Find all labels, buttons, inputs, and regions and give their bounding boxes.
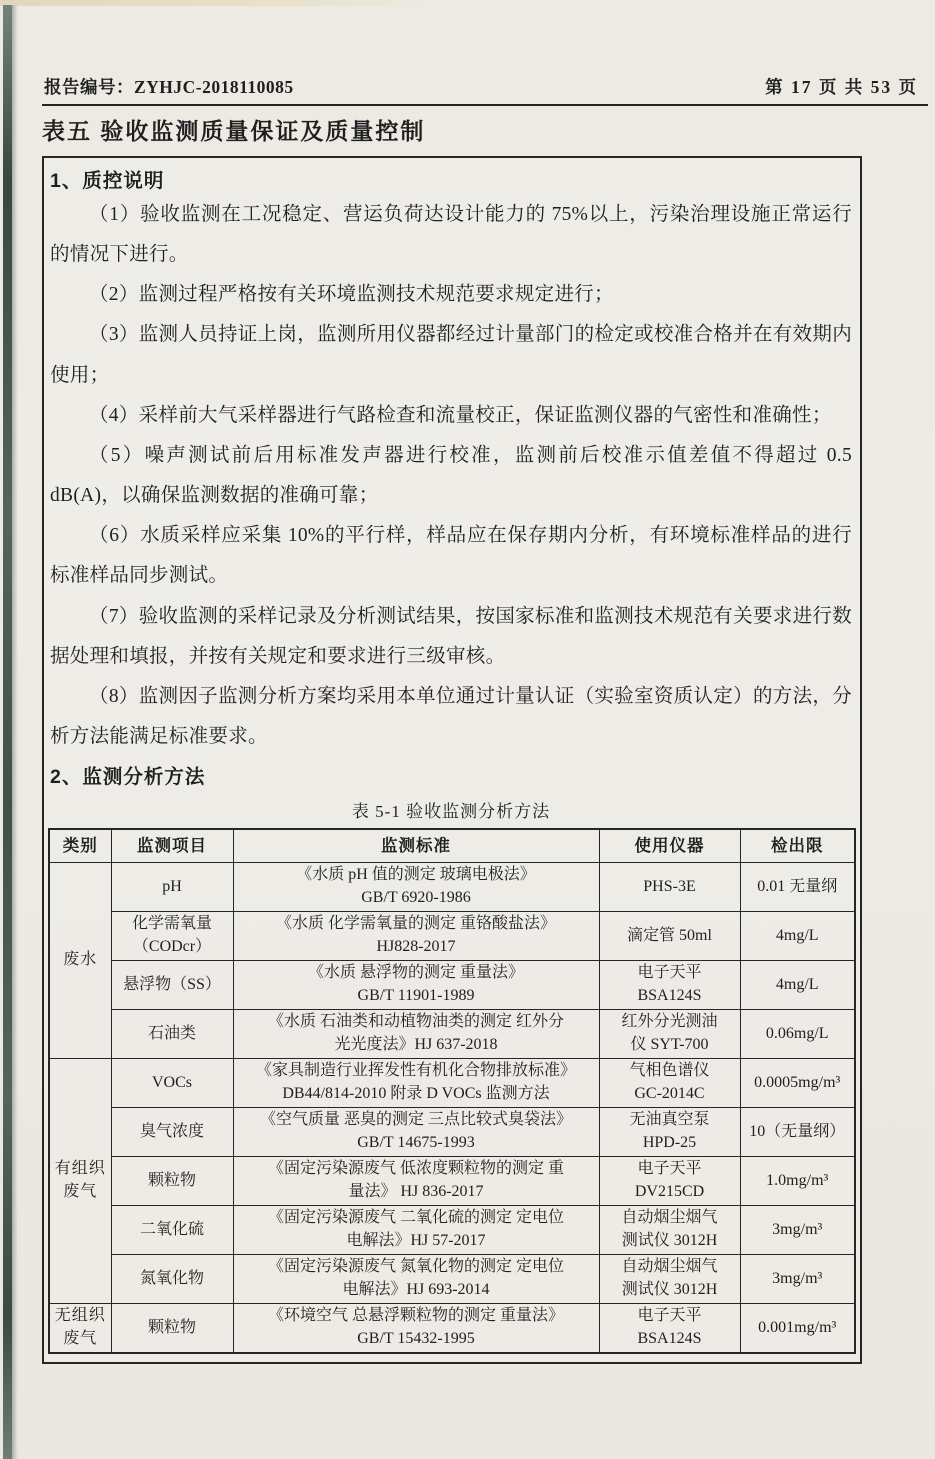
- cell-monitoring-item: 臭气浓度: [111, 1108, 233, 1157]
- table-row: [49, 1206, 855, 1255]
- cell-detection-limit: 10（无量纲）: [740, 1108, 855, 1157]
- cell-monitoring-item: 二氧化硫: [111, 1206, 233, 1255]
- analysis-methods-table: [48, 828, 856, 1354]
- column-header-detection-limit: 检出限: [740, 829, 855, 863]
- table-row: [49, 912, 855, 961]
- cell-monitoring-item: pH: [111, 863, 233, 912]
- cell-detection-limit: 0.06mg/L: [740, 1010, 855, 1059]
- qc-paragraph-3: （3）监测人员持证上岗，监测所用仪器都经过计量部门的检定或校准合格并在有效期内使用；: [50, 324, 852, 386]
- cell-detection-limit: 0.001mg/m³: [740, 1304, 855, 1354]
- qc-paragraph-2: （2）监测过程严格按有关环境监测技术规范要求规定进行；: [89, 284, 614, 306]
- scan-top-edge: [0, 0, 430, 6]
- page-header: [42, 74, 928, 106]
- cell-instrument: 红外分光测油 仪 SYT-700: [599, 1010, 740, 1059]
- column-header-standard: 监测标准: [233, 829, 599, 863]
- qc-paragraph-4: （4）采样前大气采样器进行气路检查和流量校正，保证监测仪器的气密性和准确性；: [89, 404, 832, 426]
- cell-monitoring-item: 颗粒物: [111, 1157, 233, 1206]
- table-row: [49, 1157, 855, 1206]
- table-row: [49, 1304, 855, 1354]
- cell-monitoring-standard: 《水质 pH 值的测定 玻璃电极法》 GB/T 6920-1986: [233, 863, 599, 912]
- cell-instrument: PHS-3E: [599, 863, 740, 912]
- table-row: [49, 1010, 855, 1059]
- cell-detection-limit: 1.0mg/m³: [740, 1157, 855, 1206]
- cell-detection-limit: 3mg/m³: [740, 1206, 855, 1255]
- report-number: 报告编号：ZYHJC-2018110085: [44, 77, 294, 97]
- cell-monitoring-item: 石油类: [111, 1010, 233, 1059]
- cell-instrument: 自动烟尘烟气 测试仪 3012H: [599, 1206, 740, 1255]
- cell-instrument: 自动烟尘烟气 测试仪 3012H: [599, 1255, 740, 1304]
- cell-detection-limit: 4mg/L: [740, 961, 855, 1010]
- cell-monitoring-standard: 《固定污染源废气 低浓度颗粒物的测定 重 量法》 HJ 836-2017: [233, 1157, 599, 1206]
- cell-monitoring-standard: 《固定污染源废气 二氧化硫的测定 定电位 电解法》HJ 57-2017: [233, 1206, 599, 1255]
- qc-paragraph-6: （6）水质采样应采集 10%的平行样，样品应在保存期内分析，有环境标准样品的进行标准样品同步测试。: [50, 525, 852, 587]
- content-frame: [42, 156, 862, 1364]
- qc-paragraph-1: （1）验收监测在工况稳定、营运负荷达设计能力的 75%以上，污染治理设施正常运行的情况下进行。: [50, 204, 852, 266]
- document-page: [42, 74, 928, 1364]
- cell-category: 废水: [49, 863, 111, 1059]
- cell-instrument: 电子天平 DV215CD: [599, 1157, 740, 1206]
- cell-monitoring-standard: 《固定污染源废气 氮氧化物的测定 定电位 电解法》HJ 693-2014: [233, 1255, 599, 1304]
- cell-monitoring-standard: 《水质 化学需氧量的测定 重铬酸盐法》 HJ828-2017: [233, 912, 599, 961]
- cell-monitoring-item: 悬浮物（SS）: [111, 961, 233, 1010]
- cell-monitoring-item: 颗粒物: [111, 1304, 233, 1354]
- column-header-item: 监测项目: [111, 829, 233, 863]
- cell-detection-limit: 4mg/L: [740, 912, 855, 961]
- scan-binding-edge: [3, 5, 12, 1459]
- page-indicator: 第 17 页 共 53 页: [765, 77, 918, 97]
- table-row: [49, 961, 855, 1010]
- cell-category: 无组织 废气: [49, 1304, 111, 1354]
- cell-category: 有组织 废气: [49, 1059, 111, 1304]
- cell-instrument: 电子天平 BSA124S: [599, 1304, 740, 1354]
- cell-detection-limit: 0.01 无量纲: [740, 863, 855, 912]
- cell-detection-limit: 0.0005mg/m³: [740, 1059, 855, 1108]
- cell-monitoring-standard: 《家具制造行业挥发性有机化合物排放标准》 DB44/814-2010 附录 D VOCs 监测方法: [233, 1059, 599, 1108]
- qc-paragraph-7: （7）验收监测的采样记录及分析测试结果，按国家标准和监测技术规范有关要求进行数据处理和填报，并按有关规定和要求进行三级审核。: [50, 605, 852, 667]
- table-row: [49, 863, 855, 912]
- cell-instrument: 无油真空泵 HPD-25: [599, 1108, 740, 1157]
- cell-monitoring-item: VOCs: [111, 1059, 233, 1108]
- column-header-category: 类别: [49, 829, 111, 863]
- qc-paragraph-list: [50, 195, 852, 757]
- cell-monitoring-standard: 《水质 悬浮物的测定 重量法》 GB/T 11901-1989: [233, 961, 599, 1010]
- cell-monitoring-item: 化学需氧量 （CODcr）: [111, 912, 233, 961]
- qc-paragraph-8: （8）监测因子监测分析方案均采用本单位通过计量认证（实验室资质认定）的方法，分析方法能满足标准要求。: [50, 685, 852, 748]
- cell-monitoring-standard: 《空气质量 恶臭的测定 三点比较式臭袋法》 GB/T 14675-1993: [233, 1108, 599, 1157]
- table-header-row: [49, 829, 855, 863]
- table-row: [49, 1255, 855, 1304]
- page-title: 表五 验收监测质量保证及质量控制: [42, 118, 426, 144]
- table-row: [49, 1108, 855, 1157]
- qc-section-heading: 1、质控说明: [50, 170, 165, 192]
- cell-monitoring-standard: 《环境空气 总悬浮颗粒物的测定 重量法》 GB/T 15432-1995: [233, 1304, 599, 1354]
- cell-monitoring-item: 氮氧化物: [111, 1255, 233, 1304]
- cell-monitoring-standard: 《水质 石油类和动植物油类的测定 红外分 光光度法》HJ 637-2018: [233, 1010, 599, 1059]
- cell-instrument: 电子天平 BSA124S: [599, 961, 740, 1010]
- table-caption: 表 5-1 验收监测分析方法: [351, 802, 551, 822]
- table-row: [49, 1059, 855, 1108]
- cell-instrument: 气相色谱仪 GC-2014C: [599, 1059, 740, 1108]
- cell-detection-limit: 3mg/m³: [740, 1255, 855, 1304]
- column-header-instrument: 使用仪器: [599, 829, 740, 863]
- cell-instrument: 滴定管 50ml: [599, 912, 740, 961]
- qc-paragraph-5: （5）噪声测试前后用标准发声器进行校准，监测前后校准示值差值不得超过 0.5 dB(A)，以确保监测数据的准确可靠；: [50, 444, 852, 507]
- method-section-heading: 2、监测分析方法: [50, 766, 206, 789]
- scan-binding-edge-shadow: [12, 5, 18, 1459]
